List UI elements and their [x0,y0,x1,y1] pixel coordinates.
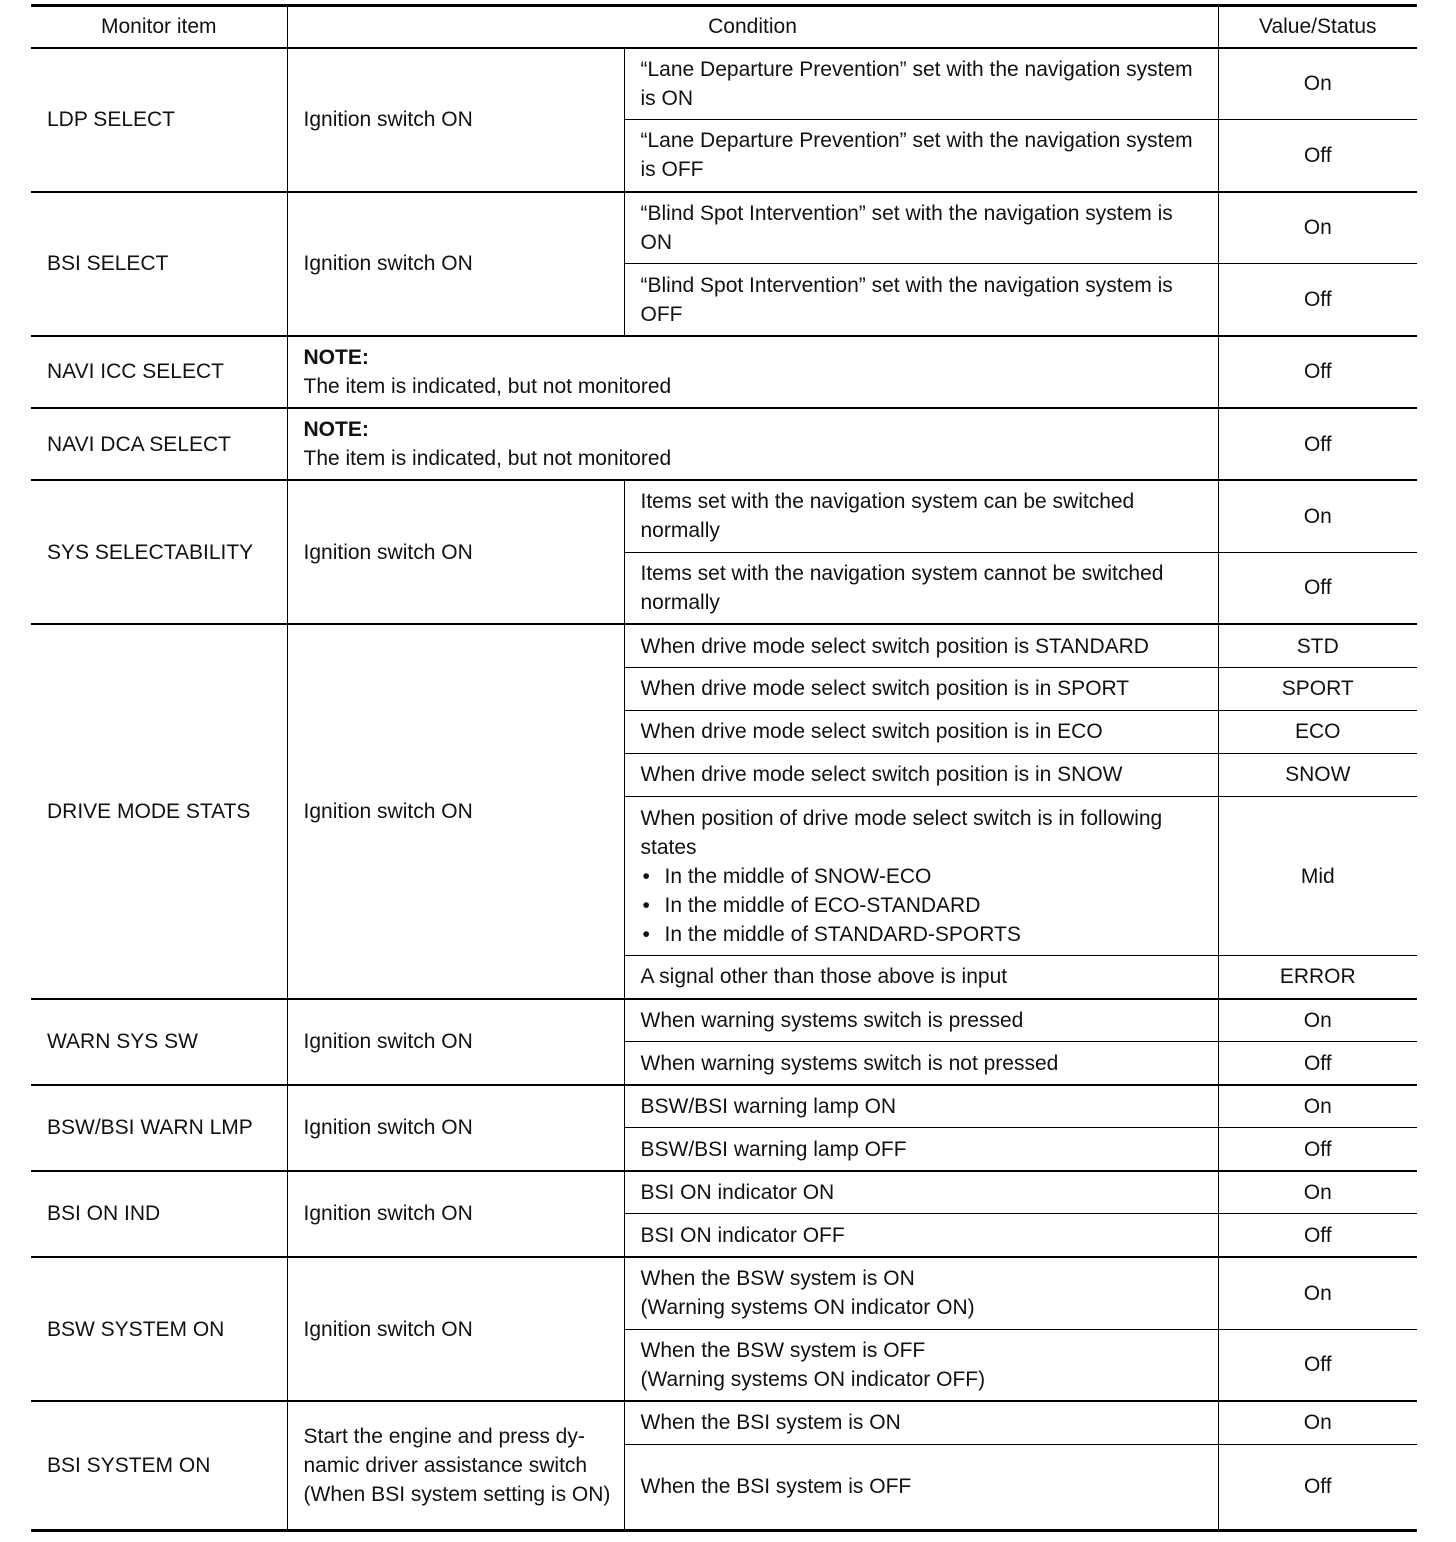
value-cell: On [1218,1171,1417,1214]
list-item: • In the middle of ECO-STANDARD [641,891,1210,920]
note-cell [287,336,1218,408]
monitor-item-cell: WARN SYS SW [47,1030,198,1054]
table-row [31,624,1417,667]
condition-detail-text: When position of drive mode select switch is in following states [640,806,1163,859]
condition-detail-cell: When warning systems switch is not pressed [624,1042,1218,1085]
list-item: • In the middle of STANDARD-SPORTS [641,920,1210,949]
table-row [31,480,1417,552]
monitor-item-table [31,4,1417,1532]
table-row [31,1257,1417,1329]
table-row [31,1401,1417,1444]
value-cell: Off [1218,120,1417,192]
value-cell: On [1218,48,1417,120]
condition-cell: Ignition switch ON [287,624,624,998]
monitor-item-cell: BSI SELECT [47,252,169,276]
condition-cell: Ignition switch ON [287,1085,624,1171]
value-cell: Off [1218,552,1417,624]
monitor-item-cell: BSI ON IND [47,1202,161,1226]
value-cell: On [1218,1257,1417,1329]
condition-detail-cell: “Lane Departure Prevention” set with the navigation system is ON [624,48,1218,120]
condition-detail-cell [624,1329,1218,1401]
condition-detail-cell: A signal other than those above is input [624,956,1218,999]
condition-detail-cell: When the BSI system is ON [624,1401,1218,1444]
condition-cell: Ignition switch ON [287,999,624,1085]
value-cell: Off [1218,264,1417,336]
condition-detail-cell: Items set with the navigation system can be switched normally [624,480,1218,552]
header-condition: Condition [287,6,1218,48]
table-row [31,1085,1417,1128]
condition-detail-cell: BSW/BSI warning lamp ON [624,1085,1218,1128]
condition-detail-line: (Warning systems ON indicator OFF) [640,1367,986,1391]
monitor-item-cell: LDP SELECT [47,108,175,132]
condition-cell: Start the engine and press dy-namic driver assistance switch (When BSI system setting is ON) [287,1401,624,1530]
value-cell: On [1218,1085,1417,1128]
monitor-item-cell: SYS SELECTABILITY [47,540,254,564]
table-row [31,999,1417,1042]
list-item: • In the middle of SNOW-ECO [641,862,1210,891]
value-cell: On [1218,480,1417,552]
value-cell: On [1218,192,1417,264]
condition-cell: Ignition switch ON [287,48,624,192]
value-cell: SNOW [1218,753,1417,796]
value-cell: Off [1218,1329,1417,1401]
condition-detail-cell: When drive mode select switch position is in ECO [624,710,1218,753]
condition-cell: Ignition switch ON [287,1171,624,1257]
value-cell: Off [1218,336,1417,408]
value-cell: Mid [1218,796,1417,955]
monitor-item-cell: BSW SYSTEM ON [47,1317,225,1341]
monitor-item-document [31,4,1417,1532]
note-text: The item is indicated, but not monitored [303,447,672,471]
condition-detail-line: When the BSW system is ON [640,1267,915,1291]
condition-detail-cell: BSI ON indicator ON [624,1171,1218,1214]
table-row [31,336,1417,408]
condition-cell: Ignition switch ON [287,480,624,624]
condition-detail-cell: “Blind Spot Intervention” set with the navigation system is OFF [624,264,1218,336]
monitor-item-cell: DRIVE MODE STATS [47,799,251,823]
note-label: NOTE: [303,418,369,442]
condition-detail-cell: When the BSI system is OFF [624,1444,1218,1530]
condition-detail-cell: BSI ON indicator OFF [624,1214,1218,1257]
header-value-status: Value/Status [1218,6,1417,48]
value-cell: Off [1218,1042,1417,1085]
table-row [31,192,1417,264]
table-row [31,48,1417,120]
value-cell: ECO [1218,710,1417,753]
value-cell: Off [1218,1444,1417,1530]
condition-detail-line: (Warning systems ON indicator ON) [640,1296,975,1320]
note-cell [287,408,1218,480]
condition-detail-cell: Items set with the navigation system cannot be switched normally [624,552,1218,624]
table-header-row [31,6,1417,48]
monitor-item-cell: BSI SYSTEM ON [47,1454,211,1478]
note-label: NOTE: [303,345,369,369]
condition-detail-cell: When drive mode select switch position is in SPORT [624,667,1218,710]
condition-detail-cell: When drive mode select switch position is in SNOW [624,753,1218,796]
value-cell: SPORT [1218,667,1417,710]
condition-detail-cell [624,1257,1218,1329]
condition-bullet-list [641,862,1210,949]
table-row [31,1171,1417,1214]
table-row [31,408,1417,480]
value-cell: Off [1218,408,1417,480]
monitor-item-cell: NAVI DCA SELECT [47,432,231,456]
value-cell: On [1218,999,1417,1042]
value-cell: On [1218,1401,1417,1444]
note-text: The item is indicated, but not monitored [303,374,672,398]
condition-detail-line: When the BSW system is OFF [640,1338,926,1362]
condition-detail-cell: When warning systems switch is pressed [624,999,1218,1042]
condition-detail-cell: “Lane Departure Prevention” set with the navigation system is OFF [624,120,1218,192]
monitor-item-cell: NAVI ICC SELECT [47,360,224,384]
monitor-item-cell: BSW/BSI WARN LMP [47,1116,253,1140]
condition-detail-cell: “Blind Spot Intervention” set with the navigation system is ON [624,192,1218,264]
header-monitor-item: Monitor item [100,15,217,39]
value-cell: ERROR [1218,956,1417,999]
value-cell: STD [1218,624,1417,667]
condition-cell: Ignition switch ON [287,192,624,336]
value-cell: Off [1218,1128,1417,1171]
condition-cell: Ignition switch ON [287,1257,624,1401]
condition-detail-cell [624,796,1218,955]
condition-detail-cell: When drive mode select switch position is STANDARD [624,624,1218,667]
value-cell: Off [1218,1214,1417,1257]
condition-detail-cell: BSW/BSI warning lamp OFF [624,1128,1218,1171]
